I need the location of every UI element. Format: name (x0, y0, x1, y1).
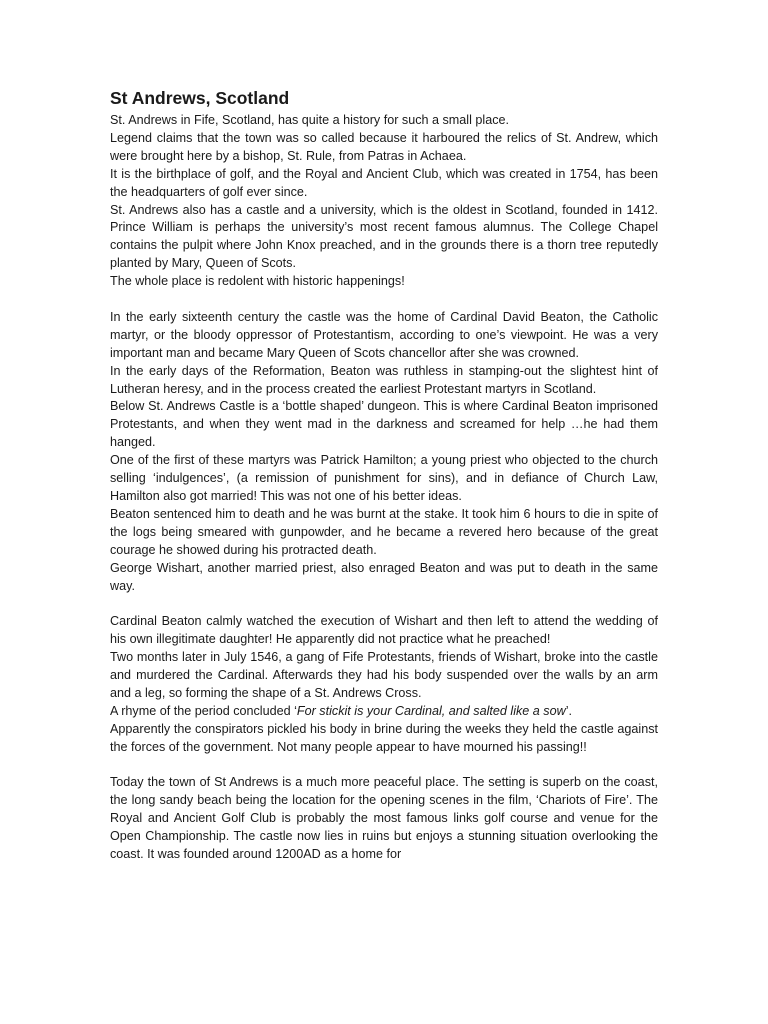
paragraph: The whole place is redolent with historic happenings! (110, 274, 405, 289)
rhyme-quote: For stickit is your Cardinal, and salted like a sow (296, 703, 566, 718)
paragraph: George Wishart, another married priest, also enraged Beaton and was put to death in the same way. (110, 560, 658, 593)
paragraph: Beaton sentenced him to death and he was burnt at the stake. It took him 6 hours to die in spite of the logs being smeared with gunpowder, and he became a revered hero because of the great courage he showed during his protracted death. (110, 506, 658, 557)
paragraph: Below St. Andrews Castle is a ‘bottle shaped’ dungeon. This is where Cardinal Beaton imprisoned Protestants, and when they went mad in the darkness and screamed for help …he had them hanged. (110, 399, 658, 450)
paragraph: One of the first of these martyrs was Patrick Hamilton; a young priest who objected to the church selling ‘indulgences’, (a remission of punishment for sins), and in defiance of Church Law, Hamilton also got married! This was not one of his better ideas. (110, 453, 658, 504)
paragraph: In the early days of the Reformation, Beaton was ruthless in stamping-out the slightest hint of Lutheran heresy, and in the process created the earliest Protestant martyrs in Scotland. (110, 363, 658, 396)
paragraph-gap (110, 757, 658, 775)
paragraph-gap (110, 595, 658, 613)
paragraph: In the early sixteenth century the castle was the home of Cardinal David Beaton, the Catholic martyr, or the bloody oppressor of Protestantism, according to one’s viewpoint. He was a very important man and became Mary Queen of Scots chancellor after she was crowned. (110, 309, 658, 360)
paragraph: Apparently the conspirators pickled his body in brine during the weeks they held the castle against the forces of the government. Not many people appear to have mourned his passing!! (110, 721, 658, 754)
rhyme-suffix: ’. (565, 703, 572, 718)
rhyme-prefix: A rhyme of the period concluded ‘ (110, 703, 297, 718)
paragraph: Cardinal Beaton calmly watched the execution of Wishart and then left to attend the wedding of his own illegitimate daughter! He apparently did not practice what he preached! (110, 614, 658, 647)
paragraph: Legend claims that the town was so called because it harboured the relics of St. Andrew, which were brought here by a bishop, St. Rule, from Patras in Achaea. (110, 130, 658, 163)
paragraph: St. Andrews in Fife, Scotland, has quite a history for such a small place. (110, 113, 509, 127)
document-title: St Andrews, Scotland (110, 88, 290, 108)
paragraph-gap (110, 291, 658, 309)
paragraph: It is the birthplace of golf, and the Royal and Ancient Club, which was created in 1754, has been the headquarters of golf ever since. (110, 166, 658, 199)
rhyme-paragraph (110, 703, 658, 721)
document-page (110, 86, 658, 864)
paragraph: Today the town of St Andrews is a much more peaceful place. The setting is superb on the coast, the long sandy beach being the location for the opening scenes in the film, ‘Chariots of Fire’. The Royal and Ancient Golf Club is probably the most famous links golf course and venue for the Open Championship. The castle now lies in ruins but enjoys a stunning situation overlooking the coast. It was founded around 1200AD as a home for (110, 775, 658, 862)
paragraph: Two months later in July 1546, a gang of Fife Protestants, friends of Wishart, broke into the castle and murdered the Cardinal. Afterwards they had his body suspended over the walls by an arm and a leg, so forming the shape of a St. Andrews Cross. (110, 650, 658, 700)
paragraph: St. Andrews also has a castle and a university, which is the oldest in Scotland, founded in 1412. Prince William is perhaps the university’s most recent famous alumnus. The College Chapel contains the pulpit where John Knox preached, and in the grounds there is a thorn tree reputedly planted by Mary, Queen of Scots. (110, 202, 658, 271)
